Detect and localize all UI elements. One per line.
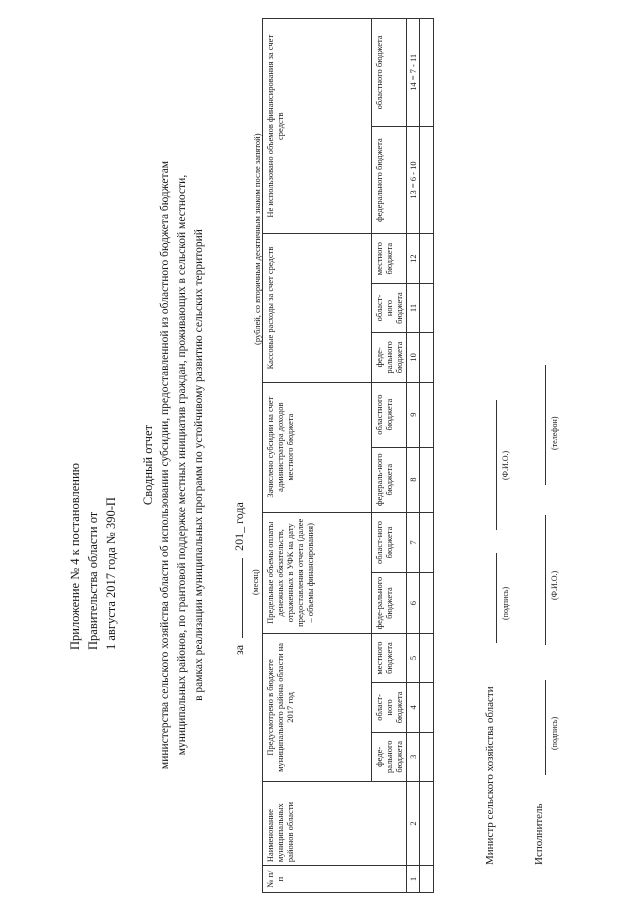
sub-unused-fed: федерального бюджета: [372, 126, 407, 234]
col-number: 4: [407, 683, 420, 732]
executor-sign-caption: (подпись): [550, 716, 559, 750]
col-number: 8: [407, 447, 420, 512]
header-cash: Кассовые расходы за счет средств: [263, 234, 372, 382]
header-credited: Зачислено субсидии на счет администратора доходов местного бюджета: [263, 382, 372, 512]
data-cell[interactable]: [420, 866, 434, 893]
minister-sign-caption: (подпись): [501, 586, 510, 620]
header-name: Наименование муниципальных районов области: [263, 781, 407, 865]
sub-credited-reg: областного бюджета: [372, 382, 407, 447]
col-number: 11: [407, 283, 420, 332]
sub-credited-fed: федераль-ного бюджета: [372, 447, 407, 512]
data-cell[interactable]: [420, 126, 434, 234]
data-cell[interactable]: [420, 283, 434, 332]
report-period: [232, 502, 247, 655]
empty-data-row: [420, 19, 434, 893]
data-cell[interactable]: [420, 512, 434, 573]
header-limits: Предельные объемы оплаты денежных обязательств, отраженных в УФК на дату предоставления отчета (далее – объемы финансирования): [263, 512, 372, 633]
col-number: 1: [407, 866, 420, 893]
sub-planned-reg: област-ного бюджета: [372, 683, 407, 732]
data-cell[interactable]: [420, 633, 434, 682]
report-table: [262, 18, 434, 893]
minister-sign-line[interactable]: [496, 553, 497, 643]
executor-fio-line[interactable]: [545, 515, 546, 645]
sub-planned-fed: феде-рального бюджета: [372, 732, 407, 781]
data-cell[interactable]: [420, 234, 434, 283]
header-unused: Не использовано объемов финансирования за счет средств: [263, 19, 372, 234]
data-cell[interactable]: [420, 382, 434, 447]
month-caption: (месяц): [251, 569, 260, 595]
minister-fio-caption: (Ф.И.О.): [501, 450, 510, 480]
executor-sign-line[interactable]: [545, 680, 546, 775]
appendix-note: [66, 463, 120, 650]
appendix-line-3: 1 августа 2017 года № 390-П: [104, 497, 118, 650]
col-number: 12: [407, 234, 420, 283]
col-number: 13 = 6 - 10: [407, 126, 420, 234]
sub-unused-reg: областного бюджета: [372, 19, 407, 127]
column-number-row: [407, 19, 420, 893]
data-cell[interactable]: [420, 781, 434, 865]
appendix-line-1: Приложение № 4 к постановлению: [68, 463, 82, 650]
data-cell[interactable]: [420, 683, 434, 732]
sub-cash-loc: местного бюджета: [372, 234, 407, 283]
executor-phone-line[interactable]: [545, 365, 546, 485]
col-number: 10: [407, 333, 420, 382]
sub-cash-fed: феде-рального бюджета: [372, 333, 407, 382]
minister-label: Министр сельского хозяйства области: [484, 686, 496, 865]
data-cell[interactable]: [420, 573, 434, 634]
header-row: [263, 19, 372, 893]
data-cell[interactable]: [420, 732, 434, 781]
month-blank[interactable]: [242, 558, 243, 638]
col-number: 6: [407, 573, 420, 634]
minister-fio-line[interactable]: [496, 400, 497, 530]
data-cell[interactable]: [420, 447, 434, 512]
sub-limits-reg: област-ного бюджета: [372, 512, 407, 573]
period-year: 201_ года: [232, 502, 246, 551]
col-number: 2: [407, 781, 420, 865]
units-note: (рублей, со вторичным десятичным знаком после запятой): [252, 133, 262, 345]
sub-planned-loc: местного бюджета: [372, 633, 407, 682]
executor-label: Исполнитель: [533, 803, 545, 865]
sub-limits-fed: феде-рального бюджета: [372, 573, 407, 634]
data-cell[interactable]: [420, 333, 434, 382]
col-number: 3: [407, 732, 420, 781]
executor-phone-caption: (телефон): [550, 416, 559, 450]
col-number: 7: [407, 512, 420, 573]
col-number: 14 = 7 - 11: [407, 19, 420, 127]
executor-fio-caption: (Ф.И.О.): [550, 570, 559, 600]
sub-cash-reg: област-ного бюджета: [372, 283, 407, 332]
col-number: 5: [407, 633, 420, 682]
period-prefix: за: [232, 644, 246, 655]
col-number: 9: [407, 382, 420, 447]
title-line-2: министерства сельского хозяйства области об использовании субсидии, предоставленной из областного бюджета бюджетам: [159, 160, 171, 770]
title-line-3: муниципальных районов, по грантовой поддержке местных инициатив граждан, проживающих в сельской местности,: [176, 174, 188, 756]
appendix-line-2: Правительства области от: [86, 511, 100, 650]
title-line-4: в рамках реализации муниципальных программ по устойчивому развитию сельских территорий: [193, 229, 205, 701]
header-planned: Предусмотрено в бюджете муниципального района области на 2017 год: [263, 633, 372, 781]
header-num: № п/п: [263, 866, 407, 893]
report-title: [140, 105, 208, 825]
data-cell[interactable]: [420, 19, 434, 127]
title-line-1: Сводный отчет: [141, 424, 155, 506]
subheader-row: [372, 19, 407, 893]
